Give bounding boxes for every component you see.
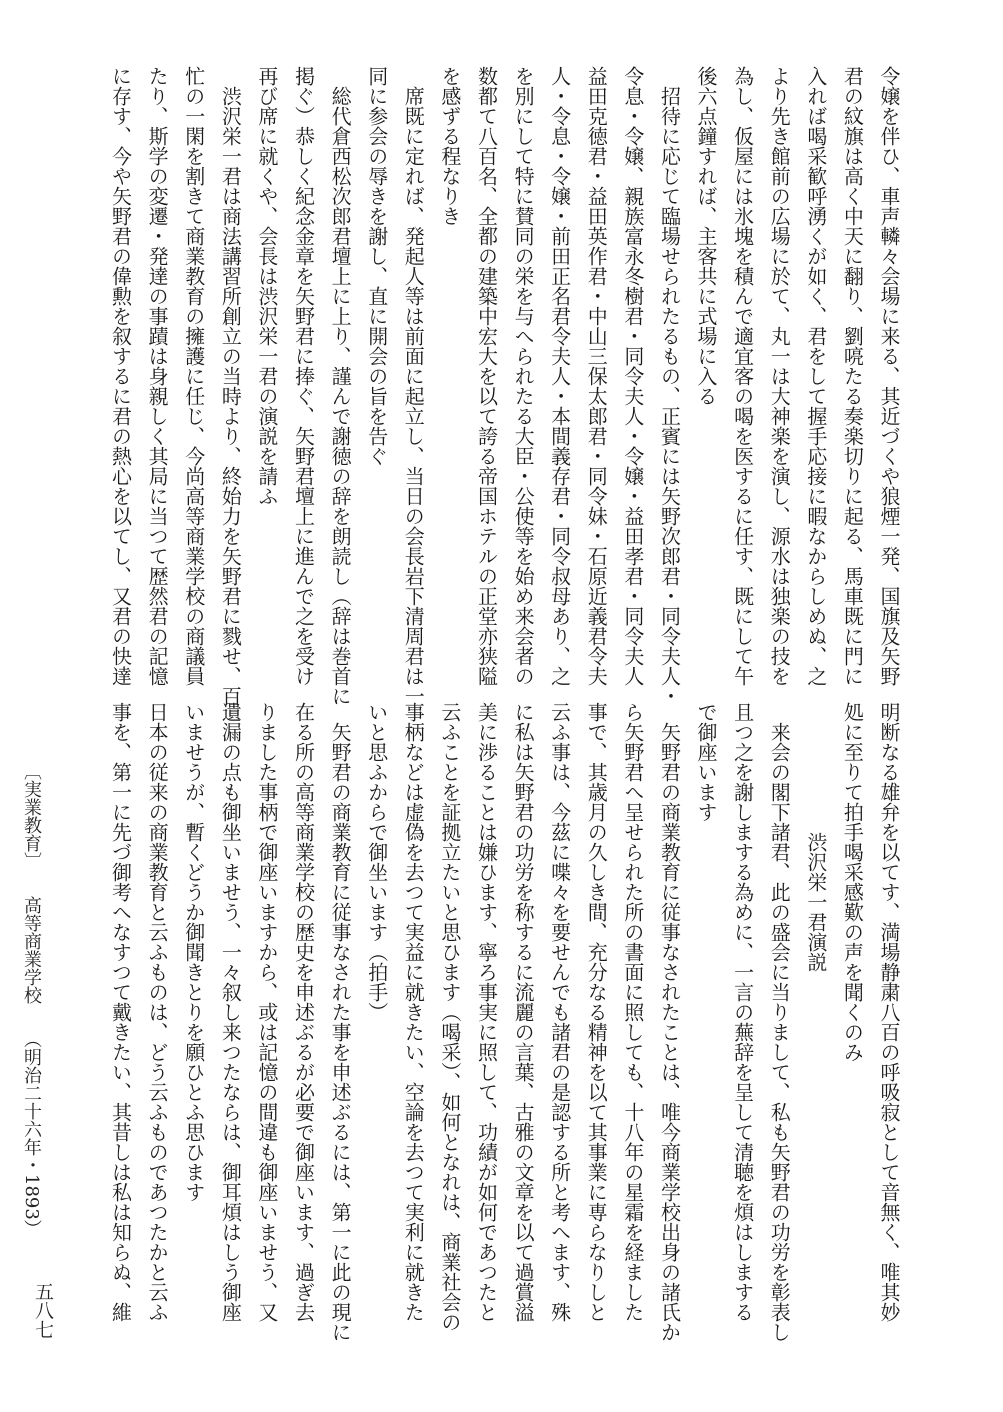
text-column: 矢野君の商業教育に従事なされた事を申述ぶるには、第一に此の現に xyxy=(328,722,353,1342)
text-column: 席既に定れば、発起人等は前面に起立し、当日の会長岩下清周君は一 xyxy=(401,86,426,706)
text-column: 云ふ事は、今茲に喋々を要せんでも諸君の是認する所と考へます、殊 xyxy=(547,702,572,1322)
text-column: 事を、第一に先づ御考へなすつて戴きたい、其昔しは私は知らぬ、維 xyxy=(108,702,133,1322)
text-column: 渋沢栄一君は商法講習所創立の当時より、終始力を矢野君に戮せ、百 xyxy=(218,86,243,706)
source-footer xyxy=(18,762,44,1238)
text-column: 且つ之を謝しまする為めに、一言の蕪辞を呈して清聴を煩はしまする xyxy=(730,702,755,1322)
footer-date: （明治二十六年・1893） xyxy=(21,1030,42,1238)
upper-text-block xyxy=(102,66,907,706)
text-column: を別にして特に賛同の栄を与へられたる大臣・公使等を始め来会者の xyxy=(511,66,536,686)
footer-source: 〔実業教育〕 xyxy=(21,762,42,870)
text-column: 令嬢を伴ひ、車声轔々会場に来る、其近づくや狼煙一発、国旗及矢野 xyxy=(877,66,901,686)
text-column: に私は矢野君の功労を称するに流麗の言葉、古雅の文章を以て過賞溢 xyxy=(511,702,536,1322)
text-column: 後六点鐘すれば、主客共に式場に入る xyxy=(694,66,719,406)
text-column: 美に渉ることは嫌ひます、寧ろ事実に照して、功績が如何であつたと xyxy=(474,702,499,1322)
text-column: 再び席に就くや、会長は渋沢栄一君の演説を請ふ xyxy=(254,66,279,506)
section-heading: 渋沢栄一君演説 xyxy=(803,832,828,972)
text-column: で御座います xyxy=(694,702,719,822)
text-column: りました事柄で御座いますから、或は記憶の間違も御座いませう、又 xyxy=(254,702,279,1322)
text-column: ら矢野君へ呈せられた所の書面に照しても、十八年の星霜を経ました xyxy=(620,702,645,1322)
text-column: 事で、其歳月の久しき間、充分なる精神を以て其事業に専らなりしと xyxy=(584,702,609,1322)
text-column: 忙の一閑を割きて商業教育の擁護に任じ、今尚高等商業学校の商議員 xyxy=(181,66,206,686)
text-column: 益田克徳君・益田英作君・中山三保太郎君・同令妹・石原近義君令夫 xyxy=(584,66,609,686)
text-column: 招待に応じて臨場せられたるもの、正賓には矢野次郎君・同令夫人・ xyxy=(657,86,682,706)
text-column: 令息・令嬢、親族富永冬樹君・同令夫人・令嬢・益田孝君・同令夫人 xyxy=(620,66,645,686)
text-column: 掲ぐ）恭しく紀念金章を矢野君に捧ぐ、矢野君壇上に進んで之を受け xyxy=(291,66,316,686)
text-column: 云ふことを証拠立たいと思ひます（喝采）、如何となれは、商業社会の xyxy=(437,702,462,1332)
footer-school: 高等商業学校 xyxy=(21,896,42,1004)
page-number: 五八七 xyxy=(32,1282,54,1339)
text-column: に存す、今や矢野君の偉勲を叙するに君の熱心を以てし、又君の快達 xyxy=(108,66,133,686)
text-column: 君の紋旗は高く中天に翻り、劉喨たる奏楽切りに起る、馬車既に門に xyxy=(840,66,865,686)
text-column: 数都て八百名、全都の建築中宏大を以て誇る帝国ホテルの正堂亦狭隘 xyxy=(474,66,499,686)
text-column: 日本の従来の商業教育と云ふものは、どう云ふものであつたかと云ふ xyxy=(145,702,170,1322)
text-column: 矢野君の商業教育に従事なされたことは、唯今商業学校出身の諸氏か xyxy=(657,722,682,1342)
text-column: いませうが、暫くどうか御聞きとりを願ひとふ思ひます xyxy=(181,702,206,1202)
text-column: 入れば喝采歓呼湧くが如く、君をして握手応接に暇なからしめぬ、之 xyxy=(803,66,828,686)
lower-text-block xyxy=(102,702,907,1342)
text-column: を感ずる程なりき xyxy=(437,66,462,226)
text-column: 遺漏の点も御坐いませう、一々叙し来つたならは、御耳煩はしう御座 xyxy=(218,702,243,1322)
text-column: 来会の閣下諸君、此の盛会に当りまして、私も矢野君の功労を彰表し xyxy=(767,722,792,1342)
text-column: 事柄などは虚偽を去つて実益に就きたい、空論を去つて実利に就きた xyxy=(401,702,426,1322)
text-column: 同に参会の辱きを謝し、直に開会の旨を告ぐ xyxy=(364,66,389,466)
text-column: 総代倉西松次郎君壇上に上り、謹んで謝徳の辞を朗読し（辞は巻首に xyxy=(328,86,353,706)
text-column: より先き館前の広場に於て、丸一は大神楽を演し、源水は独楽の技を xyxy=(767,66,792,686)
text-column: たり、斯学の変遷・発達の事蹟は身親しく其局に当つて歴然君の記憶 xyxy=(145,66,170,686)
text-column: 為し、仮屋には氷塊を積んで適宜客の喝を医するに任す、既にして午 xyxy=(730,66,755,686)
text-column: 処に至りて拍手喝采感歎の声を聞くのみ xyxy=(840,702,865,1062)
text-column: いと思ふからで御坐います（拍手） xyxy=(364,702,389,1022)
text-column: 人・令息・令嬢・前田正名君令夫人・本間義存君・同令叔母あり、之 xyxy=(547,66,572,686)
text-column: 明断なる雄弁を以てす、満場静粛八百の呼吸寂として音無く、唯其妙 xyxy=(877,702,901,1322)
text-column: 在る所の高等商業学校の歴史を申述ぶるが必要で御座います、過ぎ去 xyxy=(291,702,316,1322)
